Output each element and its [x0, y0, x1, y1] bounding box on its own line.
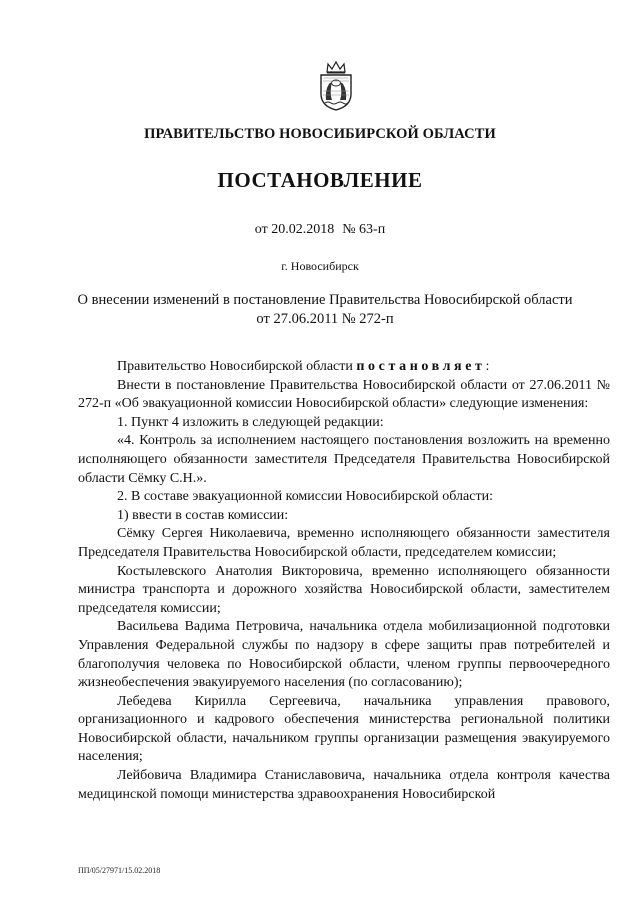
body-paragraph: «4. Контроль за исполнением настоящего постановления возложить на временно исполняющего обязанности заместителя Председателя Правительства Новосибирской области Сёмку С.Н.». — [78, 433, 610, 486]
body-paragraph: Васильева Вадима Петровича, начальника отдела мобилизационной подготовки Управления Федеральной службы по надзору в сфере защиты прав потребителей и благополучия человека по Новосибирской области, членом группы первоочередного жизнеобеспечения эвакуируемого населения (по согласованию); — [78, 619, 610, 691]
organization-name: ПРАВИТЕЛЬСТВО НОВОСИБИРСКОЙ ОБЛАСТИ — [144, 126, 496, 142]
document-body — [78, 358, 610, 804]
intro-paragraph — [78, 358, 610, 377]
document-subject — [60, 291, 590, 329]
body-paragraph: Лейбовича Владимира Станиславовича, начальника отдела контроля качества медицинской помощи министерства здравоохранения Новосибирской — [78, 768, 610, 802]
document-number: № 63-п — [342, 222, 386, 237]
body-paragraph: 1) ввести в состав комиссии: — [117, 507, 289, 523]
body-paragraph: 2. В составе эвакуационной комиссии Новосибирской области: — [117, 489, 493, 505]
body-paragraph: Внести в постановление Правительства Новосибирской области от 27.06.2011 № 272-п «Об эвакуационной комиссии Новосибирской области» следующие изменения: — [78, 377, 610, 412]
body-paragraph: 1. Пункт 4 изложить в следующей редакции: — [117, 414, 384, 430]
intro-prefix: Правительство Новосибирской области — [117, 359, 357, 374]
document-date: от 20.02.2018 — [254, 222, 335, 237]
subject-line-1: О внесении изменений в постановление Правительства Новосибирской области — [77, 292, 573, 308]
coat-of-arms-icon — [315, 60, 357, 112]
city: г. Новосибирск — [281, 259, 359, 273]
intro-verb: постановляет — [356, 359, 486, 374]
date-number-line — [0, 222, 640, 238]
document-type: ПОСТАНОВЛЕНИЕ — [217, 168, 423, 192]
footer-code: ПП/05/27971/15.02.2018 — [78, 866, 161, 875]
body-paragraph: Лебедева Кирилла Сергеевича, начальника управления правового, организационного и кадрового обеспечения министерства региональной политики Новосибирской области, начальником группы организации размещения эвакуируемого населения; — [78, 693, 610, 765]
body-paragraph: Костылевского Анатолия Викторовича, временно исполняющего обязанности министра транспорта и дорожного хозяйства Новосибирской области, заместителем председателя комиссии; — [78, 563, 610, 616]
subject-line-2: от 27.06.2011 № 272-п — [256, 311, 394, 327]
body-paragraph: Сёмку Сергея Николаевича, временно исполняющего обязанности заместителя Председателя Правительства Новосибирской области, председателем комиссии; — [78, 526, 610, 560]
intro-suffix: : — [485, 359, 490, 374]
